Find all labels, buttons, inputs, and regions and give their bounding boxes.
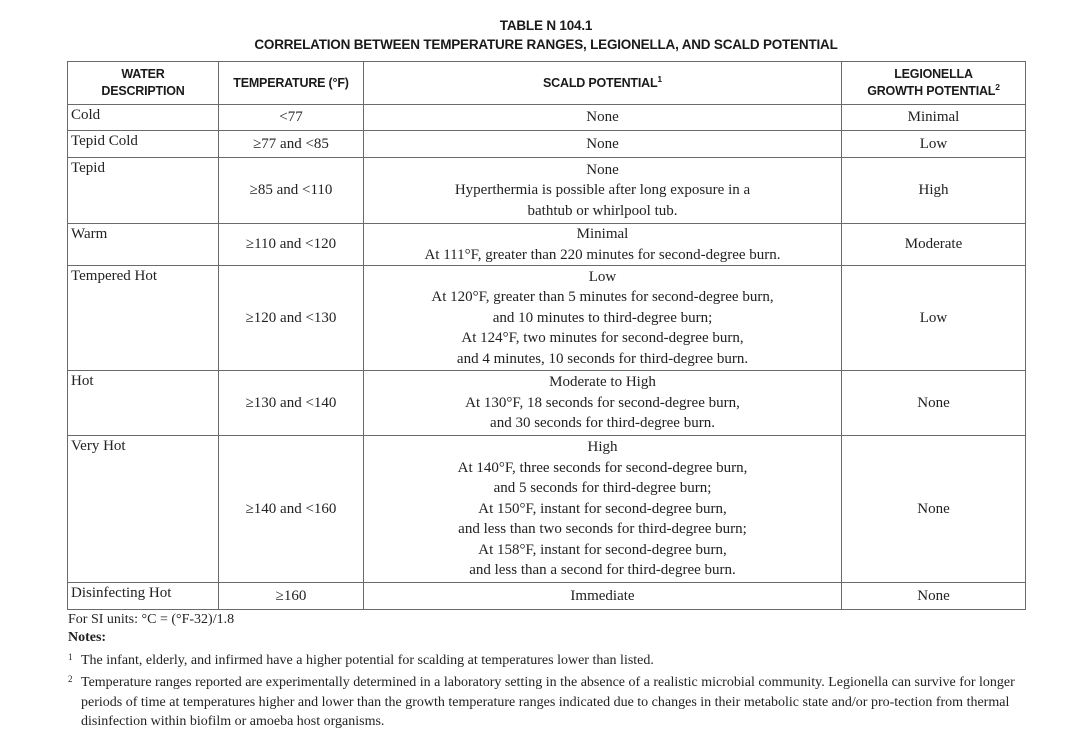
scald-line: At 111°F, greater than 220 minutes for second-degree burn.	[424, 246, 781, 263]
cell-legionella-growth: Minimal	[842, 105, 1026, 131]
scald-line: None	[586, 135, 619, 152]
table-row	[68, 371, 1026, 436]
table-row	[68, 224, 1026, 266]
scald-line: and 30 seconds for third-degree burn.	[490, 415, 715, 432]
cell-temperature: ≥85 and <110	[219, 158, 364, 224]
cell-temperature: ≥120 and <130	[219, 266, 364, 371]
cell-scald-potential	[364, 158, 842, 224]
scald-line: At 150°F, instant for second-degree burn,	[478, 500, 727, 517]
table-row	[68, 105, 1026, 131]
si-units-note: For SI units: °C = (°F-32)/1.8	[68, 612, 235, 627]
correlation-table	[67, 61, 1026, 610]
cell-water-description: Tepid	[68, 158, 219, 224]
scald-line: At 140°F, three seconds for second-degree burn,	[457, 459, 748, 476]
table-row	[68, 131, 1026, 158]
scald-line: and 4 minutes, 10 seconds for third-degree burn.	[456, 350, 749, 367]
cell-water-description: Tempered Hot	[68, 266, 219, 371]
cell-temperature: ≥140 and <160	[219, 436, 364, 583]
cell-scald-potential	[364, 436, 842, 583]
scald-line: and less than two seconds for third-degree burn;	[458, 521, 747, 538]
footnote-1	[68, 651, 1030, 671]
scald-line: and less than a second for third-degree burn.	[469, 562, 736, 579]
cell-water-description: Warm	[68, 224, 219, 266]
cell-scald-potential	[364, 105, 842, 131]
header-legionella-growth-potential: LEGIONELLA GROWTH POTENTIAL$^2$	[842, 62, 1026, 105]
cell-legionella-growth: None	[842, 583, 1026, 610]
scald-line: High	[587, 439, 618, 456]
footnote-number: 2	[68, 674, 73, 684]
table-row	[68, 583, 1026, 610]
cell-legionella-growth: Low	[842, 266, 1026, 371]
cell-scald-potential	[364, 583, 842, 610]
header-scald-potential: SCALD POTENTIAL$^1$	[364, 62, 842, 105]
cell-water-description: Hot	[68, 371, 219, 436]
footnote-ref-2: 2	[995, 82, 1000, 92]
scald-line: Low	[588, 268, 617, 285]
cell-legionella-growth: Low	[842, 131, 1026, 158]
footnote-ref-1: 1	[657, 73, 662, 84]
scald-line: None	[586, 161, 619, 178]
footnote-text: The infant, elderly, and infirmed have a higher potential for scalding at temperatures lower than listed.	[81, 653, 654, 668]
cell-legionella-growth: None	[842, 371, 1026, 436]
cell-temperature: ≥160	[219, 583, 364, 610]
cell-temperature: ≥77 and <85	[219, 131, 364, 158]
header-temperature: TEMPERATURE (°F)	[219, 62, 364, 105]
cell-temperature: ≥110 and <120	[219, 224, 364, 266]
cell-legionella-growth: High	[842, 158, 1026, 224]
table-row	[68, 158, 1026, 224]
cell-scald-potential	[364, 266, 842, 371]
cell-temperature: <77	[219, 105, 364, 131]
table-header-row	[68, 62, 1026, 105]
scald-line: and 10 minutes to third-degree burn;	[492, 309, 713, 326]
cell-legionella-growth: None	[842, 436, 1026, 583]
cell-legionella-growth: Moderate	[842, 224, 1026, 266]
scald-line: None	[586, 109, 619, 126]
table-row	[68, 436, 1026, 583]
cell-water-description: Tepid Cold	[68, 131, 219, 158]
cell-water-description: Very Hot	[68, 436, 219, 583]
cell-scald-potential	[364, 224, 842, 266]
cell-water-description: Disinfecting Hot	[68, 583, 219, 610]
footnote-number: 1	[68, 652, 73, 662]
notes-heading: Notes:	[68, 630, 107, 645]
cell-scald-potential	[364, 371, 842, 436]
scald-line: Minimal	[576, 226, 629, 242]
footnote-text: Temperature ranges reported are experimentally determined in a laboratory setting in the absence of a realistic microbial community. Legionella can survive for longer periods of time at temperatures higher and lower than the growth temperature ranges indicated due to changes in their metabolic state and/or pro-tection from thermal disinfection within biofilm or amoeba host organisms.	[81, 675, 1015, 729]
scald-line: At 120°F, greater than 5 minutes for second-degree burn,	[431, 289, 774, 306]
footnote-2	[68, 673, 1030, 732]
scald-line: At 158°F, instant for second-degree burn,	[478, 541, 727, 558]
scald-line: bathtub or whirlpool tub.	[527, 202, 678, 219]
scald-line: Immediate	[570, 587, 635, 604]
table-title: CORRELATION BETWEEN TEMPERATURE RANGES, LEGIONELLA, AND SCALD POTENTIAL	[254, 37, 838, 52]
scald-line: and 5 seconds for third-degree burn;	[493, 480, 712, 497]
scald-line: Moderate to High	[549, 374, 656, 391]
table-number: TABLE N 104.1	[499, 18, 593, 33]
cell-temperature: ≥130 and <140	[219, 371, 364, 436]
header-water-description: WATER DESCRIPTION	[68, 62, 219, 105]
scald-line: At 130°F, 18 seconds for second-degree burn,	[465, 394, 740, 411]
scald-line: Hyperthermia is possible after long exposure in a	[454, 182, 751, 199]
cell-water-description: Cold	[68, 105, 219, 131]
cell-scald-potential	[364, 131, 842, 158]
scald-line: At 124°F, two minutes for second-degree burn,	[461, 330, 744, 347]
table-row	[68, 266, 1026, 371]
